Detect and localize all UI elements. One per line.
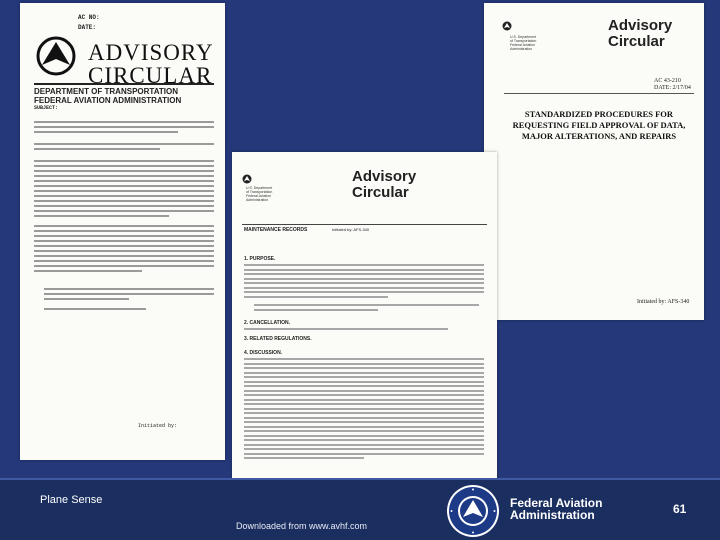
- dot-logo-icon: [502, 21, 512, 31]
- org-name: [510, 497, 602, 521]
- advisory-circular-title: [352, 169, 416, 201]
- note-text: [254, 304, 479, 313]
- dept-line-4: Administration: [510, 47, 533, 51]
- department-heading: [34, 83, 214, 105]
- section-discussion: 4. DISCUSSION.: [244, 350, 283, 356]
- dept-line-2: of Transportation: [246, 190, 273, 194]
- title-line-2: Circular: [352, 184, 409, 201]
- purpose-text: [244, 264, 484, 300]
- department-text: [246, 186, 272, 202]
- cancellation-text: [244, 328, 484, 333]
- faa-seal-icon: [446, 484, 500, 538]
- advisory-circular-title: [608, 18, 672, 50]
- ac-header-fields: [78, 13, 100, 33]
- title-line-2: Circular: [608, 33, 665, 50]
- dept-line-2: of Transportation: [510, 39, 537, 43]
- org-name-line-1: Federal Aviation: [510, 496, 603, 510]
- title-line-2: CIRCULAR: [88, 63, 213, 88]
- body-text-block-5: [44, 288, 214, 303]
- discussion-text: [244, 358, 484, 462]
- body-text-block-4: [34, 225, 214, 275]
- initiated-by: Initiated by:: [138, 423, 178, 429]
- subject-label: SUBJECT:: [34, 105, 59, 111]
- download-source-note: Downloaded from www.avhf.com: [236, 521, 368, 531]
- document-scan-center: [232, 152, 497, 530]
- footer-divider: [0, 478, 720, 480]
- footer-title: Plane Sense: [40, 494, 103, 506]
- advisory-circular-title: [88, 41, 214, 87]
- title-line-1: ADVISORY: [88, 40, 214, 65]
- dept-line-1: U.S. Department: [246, 186, 273, 190]
- title-line-1: Advisory: [608, 17, 673, 34]
- ac-date: DATE: 2/17/04: [654, 85, 691, 91]
- body-text-block-6: [44, 308, 214, 313]
- ac-number-date: [654, 78, 691, 92]
- faa-emblem-icon: [34, 35, 78, 77]
- date-label: DATE:: [78, 24, 97, 31]
- header-rule: [242, 224, 487, 225]
- header-rule: [504, 93, 694, 94]
- document-title: STANDARDIZED PROCEDURES FOR REQUESTING FIELD APPROVAL OF DATA, MAJOR ALTERATIONS, AND REPAIRS: [512, 109, 686, 141]
- document-scan-left: [20, 3, 225, 460]
- department-text: [510, 35, 536, 51]
- dept-line-2: FEDERAL AVIATION ADMINISTRATION: [34, 96, 182, 105]
- title-line-1: Advisory: [352, 168, 417, 185]
- section-related-regulations: 3. RELATED REGULATIONS.: [244, 336, 312, 342]
- section-cancellation: 2. CANCELLATION.: [244, 320, 291, 326]
- subject-text: MAINTENANCE RECORDS: [244, 227, 308, 233]
- initiated-by: Initiated by: AFS-340: [332, 227, 370, 232]
- section-purpose: 1. PURPOSE.: [244, 256, 276, 262]
- body-text-block-3: [34, 160, 214, 220]
- document-scan-right: [484, 3, 704, 320]
- page-number: 61: [673, 502, 687, 516]
- ac-number: AC 43-210: [654, 78, 681, 84]
- dept-line-1: DEPARTMENT OF TRANSPORTATION: [34, 87, 178, 96]
- dept-line-3: Federal Aviation: [246, 194, 272, 198]
- body-text-block-2: [34, 143, 214, 153]
- body-text-block-1: [34, 121, 214, 136]
- ac-no-label: AC NO:: [78, 14, 100, 21]
- dept-line-1: U.S. Department: [510, 35, 537, 39]
- dept-line-4: Administration: [246, 198, 269, 202]
- dept-line-3: Federal Aviation: [510, 43, 536, 47]
- dot-logo-icon: [242, 174, 252, 184]
- org-name-line-2: Administration: [510, 508, 595, 522]
- initiated-by: Initiated by: AFS-340: [637, 299, 690, 305]
